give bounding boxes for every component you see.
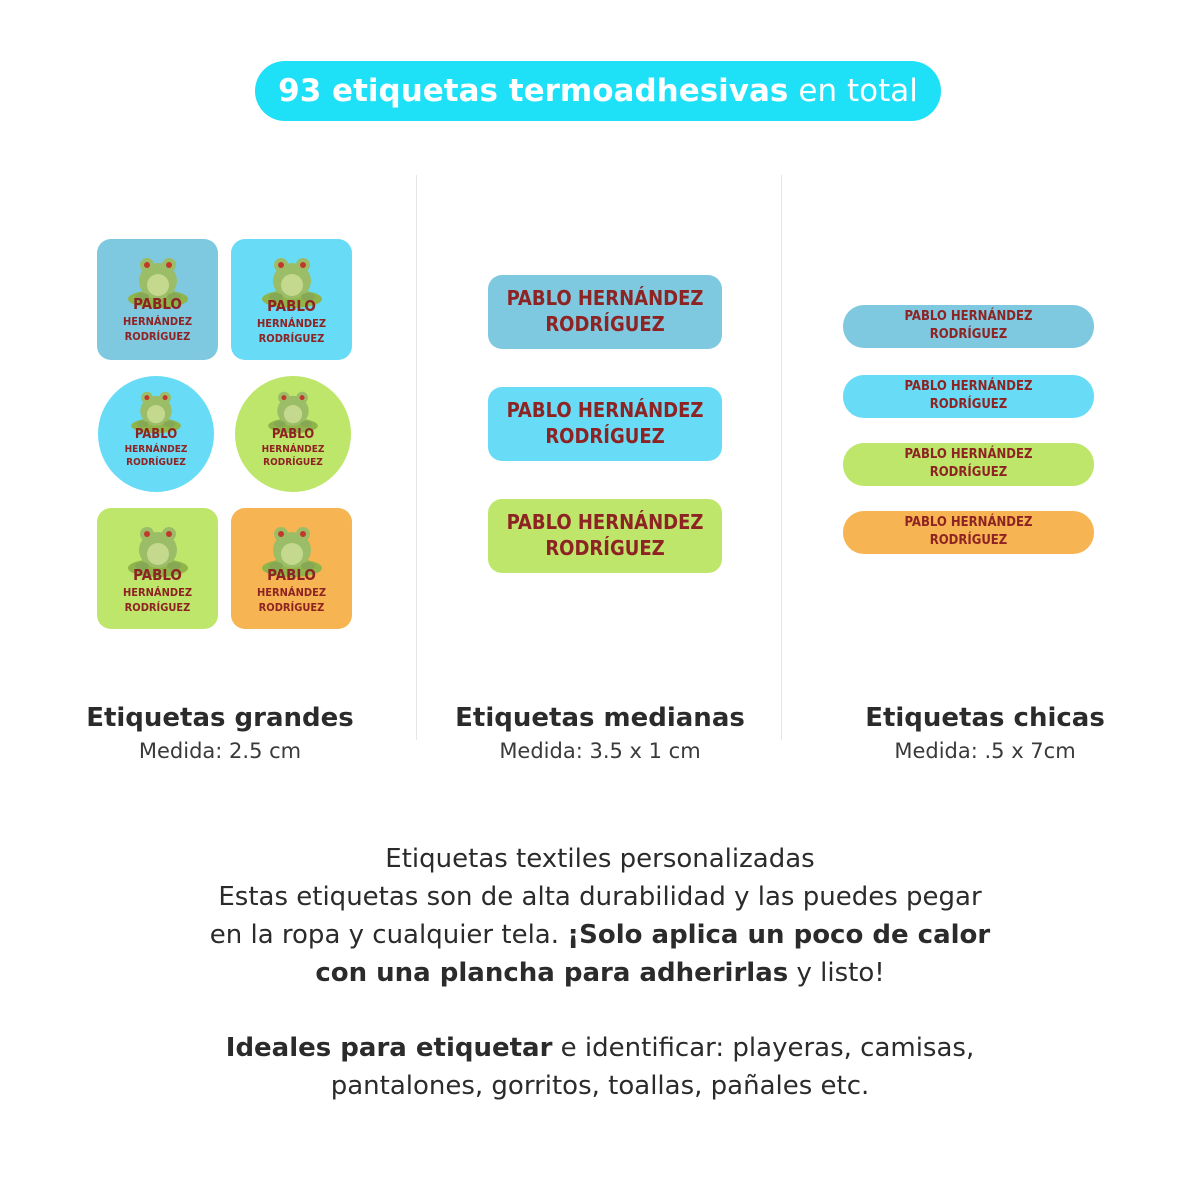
large-label-square — [97, 239, 218, 360]
label-name-text: PABLO HERNÁNDEZ RODRÍGUEZ — [904, 309, 1033, 342]
small-labels-title: Etiquetas chicas — [865, 703, 1105, 733]
product-description — [60, 840, 1140, 992]
label-first-name: PABLO — [133, 295, 182, 313]
label-name-text: PABLO HERNÁNDEZ RODRÍGUEZ — [506, 510, 704, 560]
medium-label — [488, 499, 722, 573]
small-label — [843, 375, 1094, 418]
label-first-name: PABLO — [267, 297, 316, 315]
medium-label — [488, 275, 722, 349]
large-label-square — [231, 508, 352, 629]
label-name-text: PABLO HERNÁNDEZ RODRÍGUEZ — [506, 286, 704, 336]
column-divider — [416, 175, 417, 740]
label-second-name: HERNÁNDEZ — [122, 315, 193, 328]
label-name-text: PABLO HERNÁNDEZ RODRÍGUEZ — [904, 447, 1033, 480]
label-first-name: PABLO — [267, 566, 316, 584]
small-label — [843, 305, 1094, 348]
description-line: Estas etiquetas son de alta durabilidad y las puedes pegar — [218, 882, 982, 912]
small-label — [843, 511, 1094, 554]
label-third-name: RODRÍGUEZ — [126, 457, 186, 468]
large-label-square — [97, 508, 218, 629]
label-second-name: HERNÁNDEZ — [261, 444, 325, 455]
medium-label — [488, 387, 722, 461]
label-name-text: PABLO HERNÁNDEZ RODRÍGUEZ — [904, 515, 1033, 548]
description-line: Ideales para etiquetar e identificar: playeras, camisas, — [225, 1033, 975, 1063]
description-line: pantalones, gorritos, toallas, pañales etc. — [330, 1071, 870, 1101]
description-line: con una plancha para adherirlas y listo! — [315, 958, 885, 988]
label-name-text: PABLO HERNÁNDEZ RODRÍGUEZ — [506, 398, 704, 448]
medium-labels-size: Medida: 3.5 x 1 cm — [499, 739, 701, 763]
column-divider — [781, 175, 782, 740]
small-labels-size: Medida: .5 x 7cm — [894, 739, 1076, 763]
label-third-name: RODRÍGUEZ — [124, 330, 191, 343]
total-count-banner — [255, 61, 941, 121]
label-name-text: PABLO HERNÁNDEZ RODRÍGUEZ — [904, 379, 1033, 412]
total-count-suffix: en total — [798, 73, 918, 109]
label-third-name: RODRÍGUEZ — [124, 601, 191, 614]
large-labels-size: Medida: 2.5 cm — [138, 739, 302, 763]
label-second-name: HERNÁNDEZ — [122, 586, 193, 599]
medium-labels-title: Etiquetas medianas — [455, 703, 745, 733]
label-second-name: HERNÁNDEZ — [256, 586, 327, 599]
label-third-name: RODRÍGUEZ — [263, 457, 323, 468]
label-third-name: RODRÍGUEZ — [258, 332, 325, 345]
label-first-name: PABLO — [134, 427, 178, 442]
label-third-name: RODRÍGUEZ — [258, 601, 325, 614]
large-label-circle — [235, 376, 351, 492]
label-second-name: HERNÁNDEZ — [124, 444, 188, 455]
small-label — [843, 443, 1094, 486]
description-line: Etiquetas textiles personalizadas — [385, 844, 815, 874]
large-labels-title: Etiquetas grandes — [86, 703, 354, 733]
label-second-name: HERNÁNDEZ — [256, 317, 327, 330]
description-line: en la ropa y cualquier tela. ¡Solo aplica un poco de calor — [209, 920, 991, 950]
usage-description — [60, 1029, 1140, 1105]
large-label-square — [231, 239, 352, 360]
label-first-name: PABLO — [271, 427, 315, 442]
total-count-bold: 93 etiquetas termoadhesivas — [278, 73, 789, 109]
label-first-name: PABLO — [133, 566, 182, 584]
large-label-circle — [98, 376, 214, 492]
